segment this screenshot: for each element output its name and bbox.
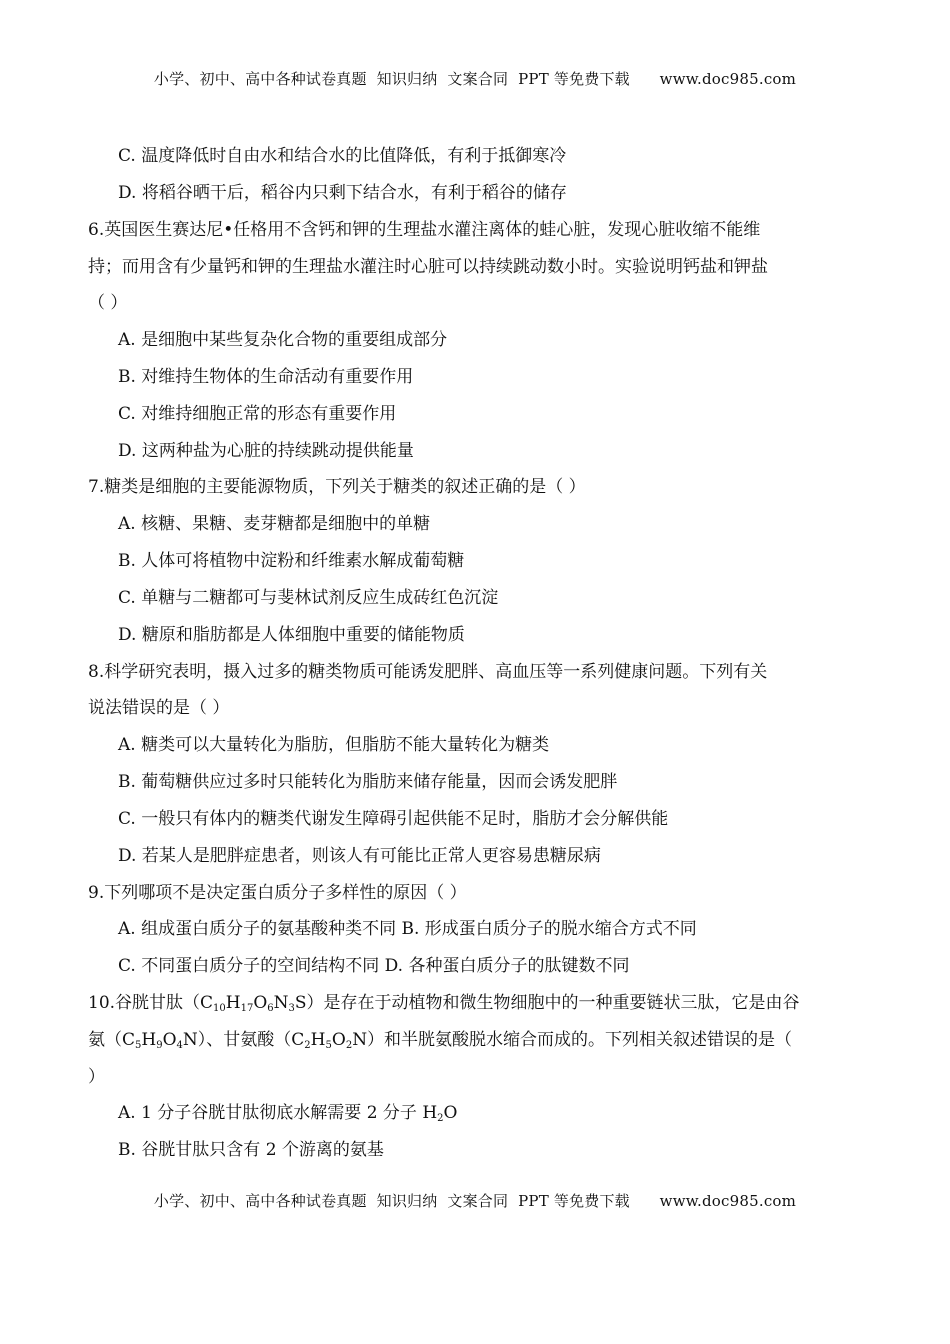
q10-option-b: B. 谷胱甘肽只含有 2 个游离的氨基 bbox=[118, 1140, 384, 1160]
q6-stem-line-2: 持；而用含有少量钙和钾的生理盐水灌注时心脏可以持续跳动数小时。实验说明钙盐和钾盐 bbox=[88, 257, 768, 277]
q6-option-d: D. 这两种盐为心脏的持续跳动提供能量 bbox=[118, 441, 414, 461]
q10-option-a: A. 1 分子谷胱甘肽彻底水解需要 2 分子 $H_2O$ bbox=[118, 1103, 458, 1124]
q7-option-a: A. 核糖、果糖、麦芽糖都是细胞中的单糖 bbox=[118, 514, 431, 534]
q6-option-c: C. 对维持细胞正常的形态有重要作用 bbox=[118, 404, 397, 424]
q6-stem-line-1: 6.英国医生赛达尼•任格用不含钙和钾的生理盐水灌注离体的蛙心脏，发现心脏收缩不能维 bbox=[88, 220, 761, 240]
q9-stem: 9.下列哪项不是决定蛋白质分子多样性的原因（ ） bbox=[88, 883, 467, 903]
q8-option-c: C. 一般只有体内的糖类代谢发生障碍引起供能不足时，脂肪才会分解供能 bbox=[118, 809, 669, 829]
q8-option-d: D. 若某人是肥胖症患者，则该人有可能比正常人更容易患糖尿病 bbox=[118, 846, 601, 866]
q8-option-a: A. 糖类可以大量转化为脂肪，但脂肪不能大量转化为糖类 bbox=[118, 735, 550, 755]
page-footer: 小学、初中、高中各种试卷真题 知识归纳 文案合同 PPT 等免费下载 www.doc985.com bbox=[153, 1192, 797, 1210]
q9-options-cd: C. 不同蛋白质分子的空间结构不同 D. 各种蛋白质分子的肽键数不同 bbox=[118, 956, 630, 976]
q8-option-b: B. 葡萄糖供应过多时只能转化为脂肪来储存能量，因而会诱发肥胖 bbox=[118, 772, 618, 792]
q7-option-d: D. 糖原和脂肪都是人体细胞中重要的储能物质 bbox=[118, 625, 465, 645]
q6-option-b: B. 对维持生物体的生命活动有重要作用 bbox=[118, 367, 414, 387]
q9-options-ab: A. 组成蛋白质分子的氨基酸种类不同 B. 形成蛋白质分子的脱水缩合方式不同 bbox=[118, 919, 697, 939]
q6-option-a: A. 是细胞中某些复杂化合物的重要组成部分 bbox=[118, 330, 448, 350]
q8-stem-line-2: 说法错误的是（ ） bbox=[88, 698, 230, 718]
q10-stem-line-1: 10.谷胱甘肽$(C_{10}H_{17}O_6N_3S)$是存在于动植物和微生物细胞中的一种重要链状三肽，它是由谷 bbox=[88, 993, 800, 1014]
q5-option-c: C. 温度降低时自由水和结合水的比值降低，有利于抵御寒冷 bbox=[118, 146, 567, 166]
q10-stem-line-3: ） bbox=[88, 1067, 105, 1087]
q5-option-d: D. 将稻谷晒干后，稻谷内只剩下结合水，有利于稻谷的储存 bbox=[118, 183, 567, 203]
q10-stem-line-2: 氨$(C_5H_9O_4N)$、甘氨酸$(C_2H_5O_2N)$和半胱氨酸脱水缩合而成的。下列相关叙述错误的是（ bbox=[88, 1030, 793, 1051]
q8-stem-line-1: 8.科学研究表明，摄入过多的糖类物质可能诱发肥胖、高血压等一系列健康问题。下列有关 bbox=[88, 662, 768, 682]
page-header: 小学、初中、高中各种试卷真题 知识归纳 文案合同 PPT 等免费下载 www.doc985.com bbox=[153, 70, 797, 88]
q7-stem: 7.糖类是细胞的主要能源物质，下列关于糖类的叙述正确的是（ ） bbox=[88, 477, 586, 497]
q7-option-c: C. 单糖与二糖都可与斐林试剂反应生成砖红色沉淀 bbox=[118, 588, 499, 608]
q6-answer-blank: （ ） bbox=[88, 293, 128, 313]
q7-option-b: B. 人体可将植物中淀粉和纤维素水解成葡萄糖 bbox=[118, 551, 465, 571]
